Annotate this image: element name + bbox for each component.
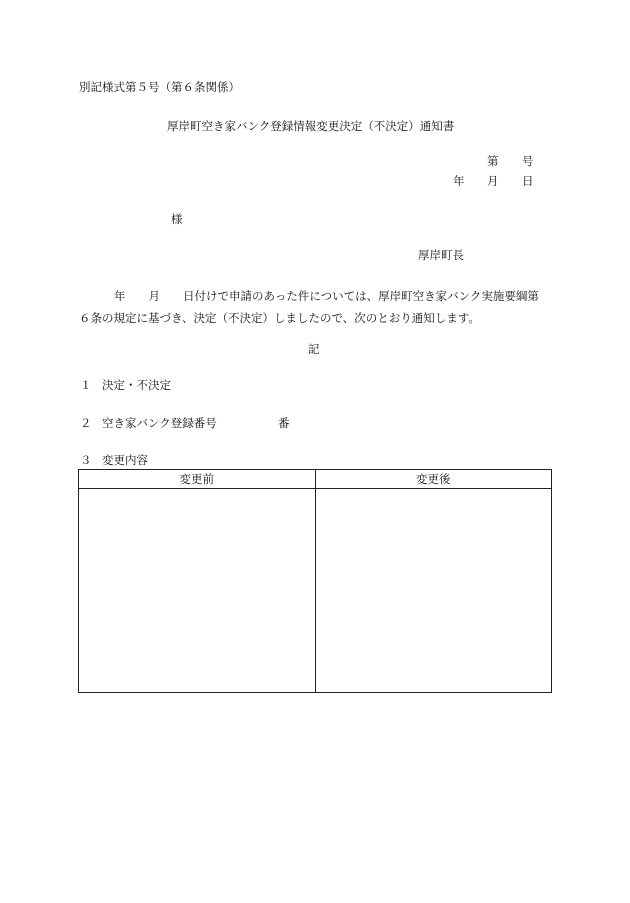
body-rest: 日付けで申請のあった件については、厚岸町空き家バンク実施要綱第 xyxy=(183,289,539,303)
form-label: 別記様式第５号（第６条関係） xyxy=(79,80,240,94)
table-header-row xyxy=(79,470,552,489)
body-paragraph xyxy=(79,285,554,329)
date-year: 年 xyxy=(453,174,465,188)
body-line-1 xyxy=(79,285,554,307)
doc-number-go: 号 xyxy=(522,154,534,168)
change-content-table xyxy=(78,469,552,693)
item-2-number: ２ xyxy=(80,416,92,430)
date-day: 日 xyxy=(522,174,534,188)
header-after: 変更後 xyxy=(315,470,552,489)
before-cell[interactable] xyxy=(79,489,316,693)
after-cell[interactable] xyxy=(315,489,552,693)
item-3-number: ３ xyxy=(80,453,92,467)
item-2-suffix: 番 xyxy=(278,416,290,430)
document-title: 厚岸町空き家バンク登録情報変更決定（不決定）通知書 xyxy=(167,119,455,133)
item-1-label: 決定・不決定 xyxy=(102,378,171,392)
date-month: 月 xyxy=(487,174,499,188)
ki-heading: 記 xyxy=(308,342,320,356)
item-3-label: 変更内容 xyxy=(102,453,148,467)
header-before: 変更前 xyxy=(79,470,316,489)
recipient-suffix: 様 xyxy=(171,212,183,226)
body-month: 月 xyxy=(148,289,160,303)
item-2-label: 空き家バンク登録番号 xyxy=(102,416,217,430)
body-year: 年 xyxy=(114,289,126,303)
item-1-number: １ xyxy=(80,378,92,392)
body-line-2: ６条の規定に基づき、決定（不決定）しましたので、次のとおり通知します。 xyxy=(79,311,480,325)
issuer-name: 厚岸町長 xyxy=(418,248,464,262)
doc-number-dai: 第 xyxy=(487,154,499,168)
table-row xyxy=(79,489,552,693)
